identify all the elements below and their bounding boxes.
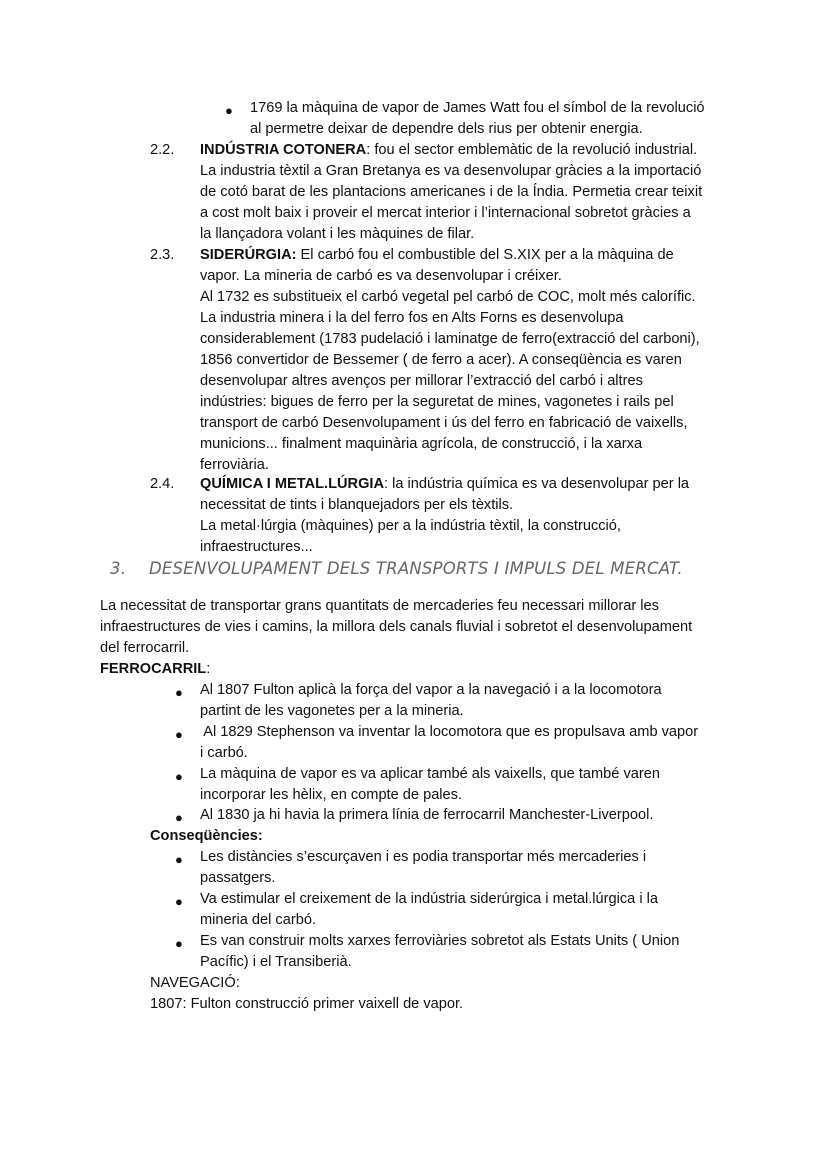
text-line: Al 1807 Fulton aplicà la força del vapor a la navegació i a la locomotora xyxy=(200,682,662,698)
text-line: incorporar les hèlix, en compte de pales. xyxy=(200,787,463,803)
section-2-2 xyxy=(200,140,760,245)
text-line: 1769 la màquina de vapor de James Watt fou el símbol de la revolució xyxy=(250,100,705,116)
text-line: Pacífic) i el Transiberià. xyxy=(200,954,352,970)
list-item xyxy=(200,764,760,806)
section-number: 2.2. xyxy=(150,142,175,158)
text-line: La necessitat de transportar grans quantitats de mercaderies feu necessari millorar les xyxy=(100,598,659,614)
text-line: La metal·lúrgia (màquines) per a la indústria tèxtil, la construcció, xyxy=(200,518,621,534)
section-title: INDÚSTRIA COTONERA xyxy=(200,142,367,158)
consequencies-heading xyxy=(150,826,263,847)
list-item xyxy=(200,847,760,889)
text-line: Es van construir molts xarxes ferroviàries sobretot als Estats Units ( Union xyxy=(200,933,680,949)
bullet-marker: ● xyxy=(175,810,183,825)
text-line: a cost molt baix i proveir el mercat interior i l’internacional sobretot gràcies a xyxy=(200,205,691,221)
text-line: i carbó. xyxy=(200,745,248,761)
navegacio-title: NAVEGACIÓ: xyxy=(150,975,240,991)
list-item xyxy=(200,931,760,973)
text-line: El carbó fou el combustible del S.XIX per a la màquina de xyxy=(296,247,674,263)
text-line: ferroviària. xyxy=(200,457,269,473)
bullet-marker: ● xyxy=(175,852,183,867)
section-2-4 xyxy=(200,474,760,558)
text-line: vapor. La mineria de carbó es va desenvolupar i créixer. xyxy=(200,268,562,284)
text-line: al permetre deixar de dependre dels rius per obtenir energia. xyxy=(250,121,643,137)
text-line: passatgers. xyxy=(200,870,276,886)
ferrocarril-title: FERROCARRIL xyxy=(100,661,207,677)
list-item xyxy=(200,805,760,826)
text-line: la llançadora volant i les màquines de filar. xyxy=(200,226,475,242)
intro-paragraph xyxy=(100,596,800,659)
text-line: Al 1830 ja hi havia la primera línia de ferrocarril Manchester-Liverpool. xyxy=(200,807,654,823)
ferrocarril-heading xyxy=(100,659,210,680)
heading-title: DESENVOLUPAMENT DELS TRANSPORTS I IMPULS DEL MERCAT. xyxy=(149,559,683,578)
text-line: del ferrocarril. xyxy=(100,640,190,656)
bullet-marker: ● xyxy=(175,727,183,742)
text-line: partint de les vagonetes per a la mineria. xyxy=(200,703,464,719)
text-line: Al 1829 Stephenson va inventar la locomotora que es propulsava amb vapor xyxy=(200,724,699,740)
text-line: mineria del carbó. xyxy=(200,912,316,928)
text-line: La industria minera i la del ferro fos en Alts Forns es desenvolupa xyxy=(200,310,624,326)
bullet-marker: ● xyxy=(175,894,183,909)
top-bullet-text xyxy=(250,98,750,140)
section-title: QUÍMICA I METAL.LÚRGIA xyxy=(200,476,385,492)
section-number: 2.3. xyxy=(150,247,175,263)
text-line: transport de carbó Desenvolupament i ús del ferro en fabricació de vaixells, xyxy=(200,415,688,431)
text-line: Les distàncies s’escurçaven i es podia transportar més mercaderies i xyxy=(200,849,647,865)
text-line: desenvolupar altres avenços per millorar l’extracció del carbó i altres xyxy=(200,373,643,389)
text-line: 1807: Fulton construcció primer vaixell de vapor. xyxy=(150,996,464,1012)
bullet-marker: ● xyxy=(175,936,183,951)
text-line: : fou el sector emblemàtic de la revolució industrial. xyxy=(366,142,698,158)
text-line: municions... finalment maquinària agrícola, de construcció, i la xarxa xyxy=(200,436,643,452)
section-heading-3 xyxy=(110,558,683,579)
section-2-3 xyxy=(200,245,760,476)
navegacio-section xyxy=(150,973,750,1015)
list-item xyxy=(200,722,760,764)
consequencies-title: Conseqüències: xyxy=(150,828,263,844)
section-title: SIDERÚRGIA: xyxy=(200,247,297,263)
text-line: de cotó barat de les plantacions americanes i de la Índia. Permetia crear teixit xyxy=(200,184,703,200)
text-line: Al 1732 es substitueix el carbó vegetal pel carbó de COC, molt més calorífic. xyxy=(200,289,696,305)
bullet-marker: ● xyxy=(175,685,183,700)
text-line: infraestructures... xyxy=(200,539,313,555)
ferrocarril-colon: : xyxy=(206,661,211,677)
text-line: 1856 convertidor de Bessemer ( de ferro a acer). A conseqüència es varen xyxy=(200,352,682,368)
section-number: 2.4. xyxy=(150,476,175,492)
text-line: La industria tèxtil a Gran Bretanya es va desenvolupar gràcies a la importació xyxy=(200,163,702,179)
bullet-marker: ● xyxy=(175,769,183,784)
bullet-marker: ● xyxy=(225,103,233,118)
text-line: indústries: bigues de ferro per la seguretat de mines, vagonetes i rails pel xyxy=(200,394,674,410)
list-item xyxy=(200,889,760,931)
list-item xyxy=(200,680,760,722)
text-line: necessitat de tints i blanquejadors per els tèxtils. xyxy=(200,497,514,513)
text-line: : la indústria química es va desenvolupar per la xyxy=(384,476,690,492)
heading-number: 3. xyxy=(110,559,127,578)
text-line: infraestructures de vies i camins, la millora dels canals fluvial i sobretot el desenvolupament xyxy=(100,619,693,635)
text-line: Va estimular el creixement de la indústria siderúrgica i metal.lúrgica i la xyxy=(200,891,659,907)
text-line: La màquina de vapor es va aplicar també als vaixells, que també varen xyxy=(200,766,660,782)
text-line: considerablement (1783 pudelació i laminatge de ferro(extracció del carboni), xyxy=(200,331,700,347)
